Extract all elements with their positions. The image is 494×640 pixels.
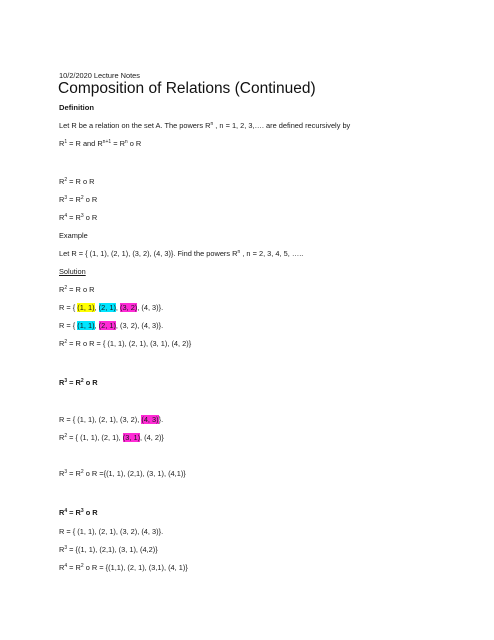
page-title: Composition of Relations (Continued) (58, 80, 316, 97)
highlight-pair: (1, 1) (77, 321, 95, 330)
r2-heading: $R^2 = R$ o R (59, 285, 95, 294)
r2-line-1: R = { (1, 1), (2, 1), (3, 2), (4, 3)}. (59, 303, 164, 312)
r3-heading: $R^3 = R^2$ o R (59, 378, 98, 387)
solution-heading: Solution (59, 267, 86, 276)
r4-line-1: R = { (1, 1), (2, 1), (3, 2), (4, 3)}. (59, 527, 164, 536)
highlight-pair: (4, 3) (141, 415, 159, 424)
highlight-pair: (2, 1) (98, 321, 116, 330)
r2-result: $R^2 = R$ o R = { (1, 1), (2, 1), (3, 1), (4, 2)} (59, 339, 192, 348)
definition-text: Let R be a relation on the set A. The powers $R^n$ , n = 1, 2, 3,…. are defined recursively by (59, 121, 351, 130)
date-line: 10/2/2020 Lecture Notes (59, 71, 140, 80)
example-heading: Example (59, 231, 88, 240)
example-text: Let R = { (1, 1), (2, 1), (3, 2), (4, 3)}. Find the powers $R^n$ , n = 2, 3, 4, 5, ….. (59, 249, 304, 258)
highlight-pair: (3, 2) (120, 303, 138, 312)
r3-line-2: $R^2$ = { (1, 1), (2, 1), (3, 1), (4, 2)} (59, 433, 164, 442)
recursion-formula: $R^1 = R$ and $R^{n+1} = R^n$ o R (59, 139, 142, 148)
r3-line-1: R = { (1, 1), (2, 1), (3, 2), (4, 3)}. (59, 415, 164, 424)
r4-heading: $R^4 = R^3$ o R (59, 508, 98, 517)
highlight-pair: (2, 1) (98, 303, 116, 312)
power-r2: $R^2 = R$ o R (59, 177, 95, 186)
definition-heading: Definition (59, 103, 95, 112)
highlight-pair: (3, 1) (122, 433, 141, 442)
r3-result: $R^3 = R^2$ o R ={(1, 1), (2,1), (3, 1), (4,1)} (59, 469, 186, 478)
r4-line-2: $R^3 = \{(1$, 1), (2,1), (3, 1), (4,2)} (59, 545, 158, 554)
power-r3: $R^3 = R^2$ o R (59, 195, 98, 204)
power-r4: $R^4 = R^3$ o R (59, 213, 98, 222)
highlight-pair: (1, 1) (77, 303, 95, 312)
r4-result: $R^4 = R^2$ o R = {(1,1), (2, 1), (3,1), (4, 1)} (59, 563, 188, 572)
r2-line-2: R = { (1, 1), (2, 1), (3, 2), (4, 3)}. (59, 321, 164, 330)
